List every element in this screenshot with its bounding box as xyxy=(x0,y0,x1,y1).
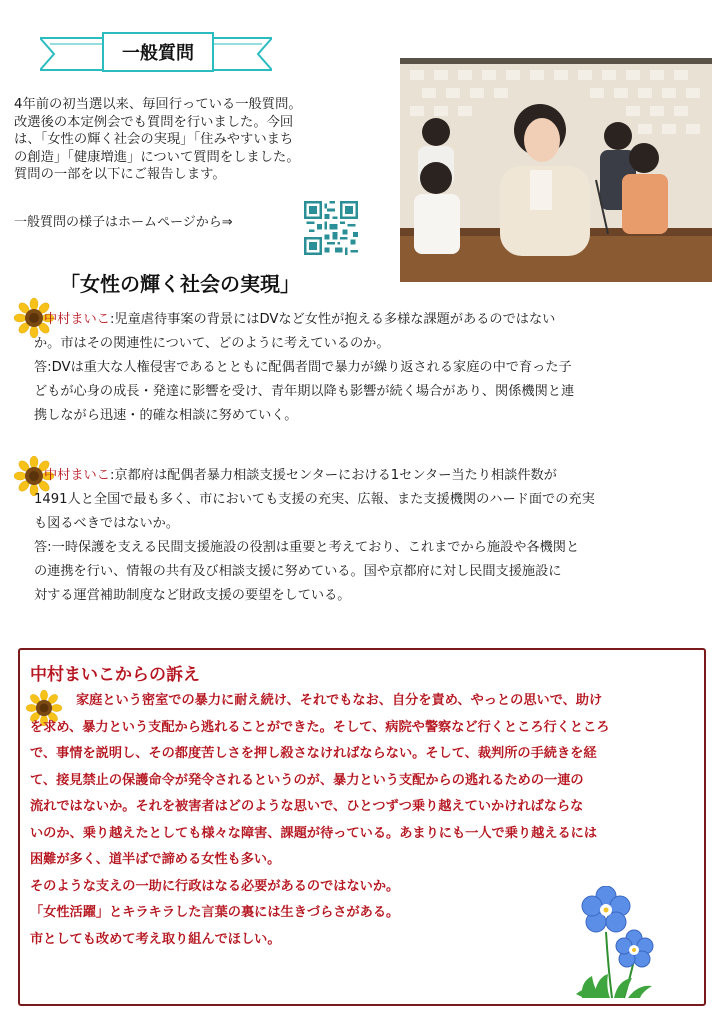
appeal-line: 市としても改めて考え取り組んでほしい。 xyxy=(30,931,281,947)
answer-line: 答:一時保護を支える民間支援施設の役割は重要と考えており、これまでから施設や各機関と xyxy=(34,540,580,555)
question-line xyxy=(14,308,712,332)
appeal-line: で、事情を説明し、その都度苦しさを押し殺さなければならない。そして、裁判所の手続きを経 xyxy=(30,746,597,761)
question-line: も図るべきではないか。 xyxy=(34,516,180,531)
appeal-line: そのような支えの一助に行政はなる必要があるのではないか。 xyxy=(30,878,400,894)
answer-line: 対する運営補助制度など財政支援の要望をしている。 xyxy=(34,588,351,603)
intro-line: 改選後の本定例会でも質問を行いました。今回 xyxy=(14,114,294,130)
question-line: 1491人と全国で最も多く、市においても支援の充実、広報、また支援機関のハード面での充実 xyxy=(34,492,595,507)
qa-item xyxy=(14,464,712,608)
intro-text xyxy=(14,96,394,184)
blue-flower-icon xyxy=(572,886,668,1002)
answer-line: 携しながら迅速・的確な相談に努めていく。 xyxy=(34,408,298,423)
homepage-note: 一般質問の様子はホームページから⇒ xyxy=(14,215,233,230)
appeal-line: て、接見禁止の保護命令が発令されるというのが、暴力という支配からの逃れるための一連の xyxy=(30,772,584,788)
question-line xyxy=(14,464,712,488)
appeal-line: を求め、暴力という支配から逃れることができた。そして、病院や警察など行くところ行くところ xyxy=(30,719,610,735)
question-speaker: 中村まいこ xyxy=(44,312,110,327)
assembly-photo xyxy=(400,58,712,282)
qa-item xyxy=(14,308,712,428)
appeal-line: 困難が多く、道半ばで諦める女性も多い。 xyxy=(30,852,281,867)
appeal-line: 流れではないか。それを被害者はどのような思いで、ひとつずつ乗り越えていかければならな xyxy=(30,799,584,814)
answer-line: どもが心身の成長・発達に影響を受け、青年期以降も影響が続く場合があり、関係機関と連 xyxy=(34,384,575,399)
intro-line: 質問の一部を以下にご報告します。 xyxy=(14,167,226,182)
appeal-title: 中村まいこからの訴え xyxy=(30,665,200,685)
answer-line: 答:DVは重大な人権侵害であるとともに配偶者間で暴力が繰り返される家庭の中で育った子 xyxy=(34,360,572,375)
intro-line: 4年前の初当選以来、毎回行っている一般質問。 xyxy=(14,97,302,112)
intro-line: の創造」「健康増進」について質問をしました。 xyxy=(14,149,300,165)
appeal-line: 家庭という密室での暴力に耐え続け、それでもなお、自分を責め、やっとの思いで、助け xyxy=(76,693,603,708)
appeal-line: いのか、乗り越えたとしても様々な障害、課題が待っている。あまりにも一人で乗り越えるには xyxy=(30,825,598,841)
appeal-line: 「女性活躍」とキラキラした言葉の裏には生きづらさがある。 xyxy=(30,905,400,920)
answer-line: の連携を行い、情報の共有及び相談支援に努めている。国や京都府に対し民間支援施設に xyxy=(34,564,562,579)
question-speaker: 中村まいこ xyxy=(44,468,110,483)
qr-code-icon[interactable] xyxy=(304,201,358,255)
intro-line: は、「女性の輝く社会の実現」「住みやすいまち xyxy=(14,132,294,147)
section-title: 「女性の輝く社会の実現」 xyxy=(60,272,300,296)
question-text: :京都府は配偶者暴力相談支援センターにおける1センター当たり相談件数が xyxy=(109,468,557,483)
question-line: か。市はその関連性について、どのように考えているのか。 xyxy=(34,336,390,351)
question-text: :児童虐待事案の背景にはDVなど女性が抱える多様な課題があるのではない xyxy=(109,312,556,327)
header-title: 一般質問 xyxy=(102,32,214,72)
